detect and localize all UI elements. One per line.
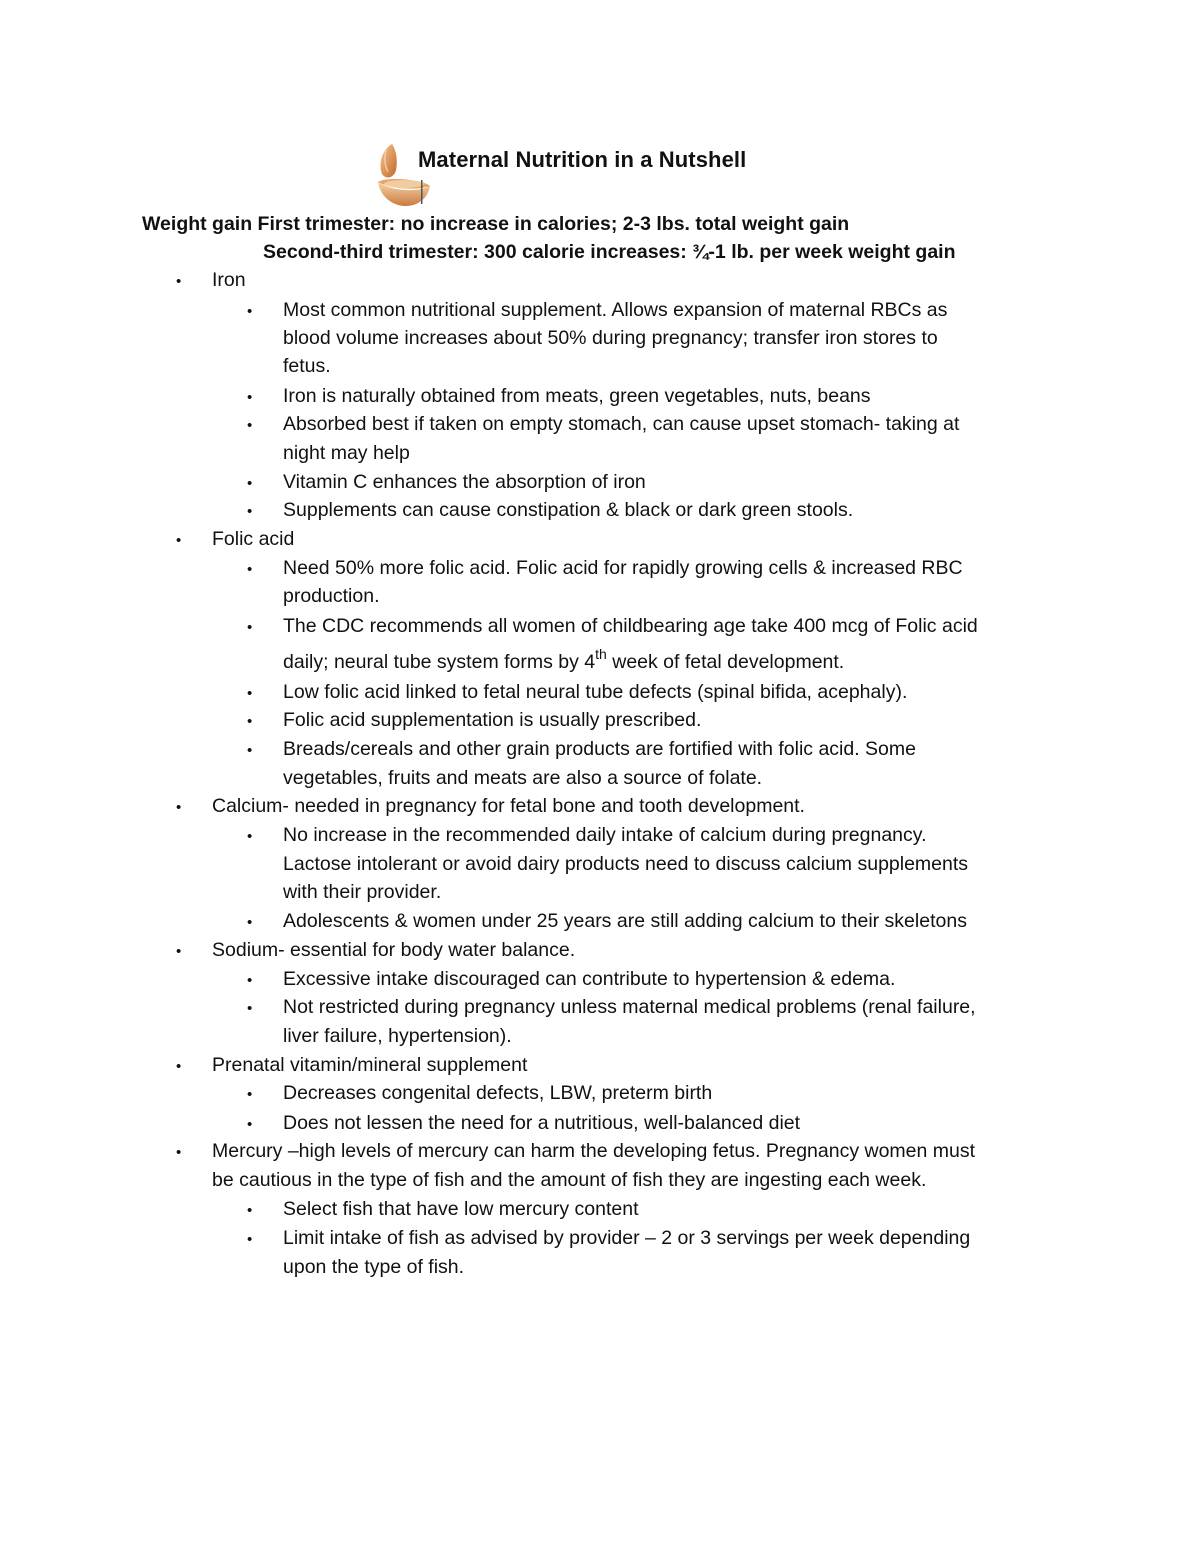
section-heading: Calcium- needed in pregnancy for fetal bone and tooth development. xyxy=(212,795,805,817)
section-heading: Sodium- essential for body water balance. xyxy=(212,939,576,961)
list-item-line: Supplements can cause constipation & black or dark green stools. xyxy=(283,499,854,521)
weight-gain-first-trimester: Weight gain First trimester: no increase in calories; 2-3 lbs. total weight gain xyxy=(142,213,850,235)
bullet-marker: • xyxy=(247,742,253,759)
bullet-marker: • xyxy=(247,475,253,492)
list-item-line: Most common nutritional supplement. Allows expansion of maternal RBCs as xyxy=(283,299,948,321)
bullet-marker: • xyxy=(247,972,253,989)
list-item-line: blood volume increases about 50% during pregnancy; transfer iron stores to xyxy=(283,327,938,349)
bullet-marker: • xyxy=(247,685,253,702)
list-item-line: Does not lessen the need for a nutritious, well-balanced diet xyxy=(283,1112,801,1134)
list-item-line: liver failure, hypertension). xyxy=(283,1025,512,1047)
section-heading: Mercury –high levels of mercury can harm the developing fetus. Pregnancy women must xyxy=(212,1140,976,1162)
bullet-marker: • xyxy=(247,561,253,578)
bullet-marker: • xyxy=(247,417,253,434)
bullet-marker: • xyxy=(247,303,253,320)
list-item-line: Not restricted during pregnancy unless maternal medical problems (renal failure, xyxy=(283,996,976,1018)
list-item-line: Select fish that have low mercury content xyxy=(283,1198,639,1220)
list-item-line: with their provider. xyxy=(283,881,442,903)
list-item-line: Excessive intake discouraged can contribute to hypertension & edema. xyxy=(283,968,896,990)
bullet-marker: • xyxy=(247,914,253,931)
list-item-line: upon the type of fish. xyxy=(283,1256,465,1278)
list-item-line: Folic acid supplementation is usually prescribed. xyxy=(283,709,702,731)
list-item-line: Need 50% more folic acid. Folic acid for rapidly growing cells & increased RBC xyxy=(283,557,963,579)
bullet-marker: • xyxy=(176,799,182,816)
list-item-line: night may help xyxy=(283,442,410,464)
section-heading: Prenatal vitamin/mineral supplement xyxy=(212,1054,528,1076)
list-item-line: Vitamin C enhances the absorption of iron xyxy=(283,471,646,493)
bullet-marker: • xyxy=(247,1202,253,1219)
bullet-marker: • xyxy=(247,1000,253,1017)
text-run: daily; neural tube system forms by 4 xyxy=(283,651,596,673)
list-item-line: fetus. xyxy=(283,355,331,377)
bullet-marker: • xyxy=(247,1231,253,1248)
page-title: Maternal Nutrition in a Nutshell xyxy=(418,147,747,172)
bullet-marker: • xyxy=(247,828,253,845)
list-item-line: Decreases congenital defects, LBW, preterm birth xyxy=(283,1082,713,1104)
list-item-line: Iron is naturally obtained from meats, green vegetables, nuts, beans xyxy=(283,385,871,407)
list-item-line: The CDC recommends all women of childbearing age take 400 mcg of Folic acid xyxy=(283,615,978,637)
text-run: week of fetal development. xyxy=(606,651,845,673)
bullet-marker: • xyxy=(176,273,182,290)
list-item-line: No increase in the recommended daily intake of calcium during pregnancy. xyxy=(283,824,927,846)
bullet-marker: • xyxy=(176,1144,182,1161)
list-item-line xyxy=(283,648,844,676)
ordinal-superscript: th xyxy=(595,646,607,662)
list-item-line: Lactose intolerant or avoid dairy products need to discuss calcium supplements xyxy=(283,853,969,875)
bullet-marker: • xyxy=(247,503,253,520)
list-item-line: Limit intake of fish as advised by provider – 2 or 3 servings per week depending xyxy=(283,1227,971,1249)
weight-gain-second-third-trimester: Second-third trimester: 300 calorie increases: ¾-1 lb. per week weight gain xyxy=(263,241,956,263)
list-item-line: Low folic acid linked to fetal neural tube defects (spinal bifida, acephaly). xyxy=(283,681,908,703)
section-heading: Folic acid xyxy=(212,528,295,550)
list-item-line: Absorbed best if taken on empty stomach, can cause upset stomach- taking at xyxy=(283,413,960,435)
section-heading: Iron xyxy=(212,269,246,291)
bullet-marker: • xyxy=(247,1086,253,1103)
list-item-line: Adolescents & women under 25 years are still adding calcium to their skeletons xyxy=(283,910,967,932)
section-heading: be cautious in the type of fish and the amount of fish they are ingesting each week. xyxy=(212,1169,927,1191)
bullet-marker: • xyxy=(247,389,253,406)
bullet-marker: • xyxy=(247,1116,253,1133)
list-item-line: production. xyxy=(283,585,380,607)
bullet-marker: • xyxy=(176,532,182,549)
bullet-marker: • xyxy=(247,713,253,730)
list-item-line: vegetables, fruits and meats are also a source of folate. xyxy=(283,767,763,789)
bullet-marker: • xyxy=(247,619,253,636)
list-item-line: Breads/cereals and other grain products are fortified with folic acid. Some xyxy=(283,738,916,760)
bullet-marker: • xyxy=(176,1058,182,1075)
bullet-marker: • xyxy=(176,943,182,960)
